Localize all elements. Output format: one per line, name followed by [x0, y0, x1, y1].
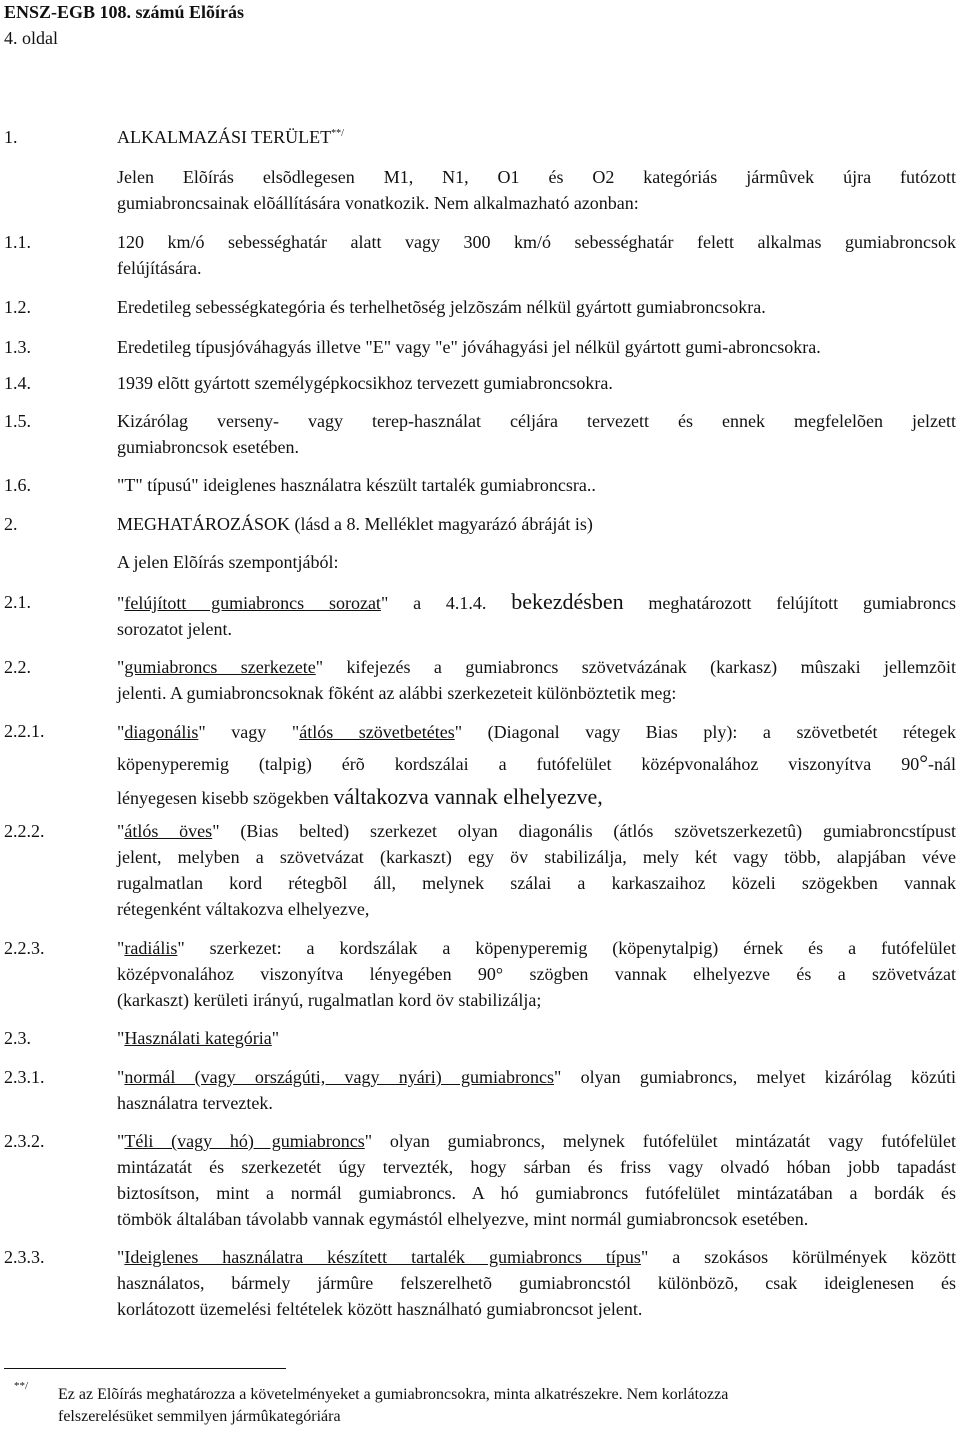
item-number: 2.3.2.	[4, 1131, 45, 1151]
item-number: 1.6.	[4, 475, 31, 495]
defined-term: átlós szövetbetétes	[299, 722, 455, 742]
section-subtitle: A jelen Elõírás szempontjából:	[117, 552, 339, 572]
item-number: 2.3.3.	[4, 1247, 45, 1267]
item-line: rugalmatlan kord rétegbõl áll, melynek szálai a karkaszaihoz közeli szögekben vannak	[117, 873, 956, 893]
section-title: MEGHATÁROZÁSOK (lásd a 8. Melléklet magyarázó ábráját is)	[117, 514, 593, 534]
item-line: sorozatot jelent.	[117, 619, 232, 639]
item-line: gumiabroncsok esetében.	[117, 437, 299, 457]
footnote-line: Ez az Elõírás meghatározza a követelményeket a gumiabroncsokra, minta alkatrészekre. Nem korlátozza	[58, 1386, 729, 1403]
item-line: Eredetileg sebességkategória és terhelhetõség jelzõszám nélkül gyártott gumiabroncsokra.	[117, 297, 766, 317]
footnote-mark: **/	[14, 1380, 29, 1392]
item-line: tömbök általában távolabb vannak egymástól elhelyezve, mint normál gumiabroncsok esetében.	[117, 1209, 809, 1229]
footnote-divider	[4, 1368, 286, 1369]
footnote-text	[58, 1384, 953, 1428]
item-number: 1.1.	[4, 232, 31, 252]
item-line: korlátozott üzemelési feltételek között használható gumiabroncsot jelent.	[117, 1299, 643, 1319]
item-line: jelenti. A gumiabroncsoknak fõként az alábbi szerkezeteit különböztetik meg:	[117, 683, 677, 703]
item-line: "Téli (vagy hó) gumiabroncs" olyan gumiabroncs, melynek futófelület mintázatát vagy futófelület	[117, 1131, 956, 1151]
item-line: "diagonális" vagy "átlós szövetbetétes" (Diagonal vagy Bias ply): a szövetbetét rétegek	[117, 722, 956, 742]
item-line: (karkaszt) kerületi irányú, rugalmatlan kord öv stabilizálja;	[117, 990, 542, 1010]
defined-term: Ideiglenes használatra készített tartalék gumiabroncs típus	[124, 1247, 641, 1267]
item-number: 2.3.1.	[4, 1067, 45, 1087]
item-line: rétegenként váltakozva elhelyezve,	[117, 899, 370, 919]
item-line: "normál (vagy országúti, vagy nyári) gumiabroncs" olyan gumiabroncs, melyet kizárólag közúti	[117, 1067, 956, 1087]
intro-line: Jelen Elõírás elsõdlegesen M1, N1, O1 és O2 kategóriás jármûvek újra futózott	[117, 167, 956, 187]
page-header	[4, 0, 244, 50]
defined-term: gumiabroncs szerkezete	[124, 657, 316, 677]
defined-term: normál (vagy országúti, vagy nyári) gumiabroncs	[124, 1067, 554, 1087]
defined-term: felújított gumiabroncs sorozat	[124, 593, 381, 613]
section-title: ALKALMAZÁSI TERÜLET	[117, 127, 332, 147]
item-number: 2.1.	[4, 592, 31, 612]
item-line: 120 km/ó sebességhatár alatt vagy 300 km/ó sebességhatár felett alkalmas gumiabroncsok	[117, 232, 956, 252]
item-line: biztosítson, mint a normál gumiabroncs. A hó gumiabroncs futófelület mintázatában a bordák és	[117, 1183, 956, 1203]
defined-term: átlós öves	[124, 821, 213, 841]
item-line: 1939 elõtt gyártott személygépkocsikhoz tervezett gumiabroncsokra.	[117, 373, 613, 393]
item-line: "Használati kategória"	[117, 1028, 280, 1048]
item-number: 1.5.	[4, 411, 31, 431]
item-line: köpenyperemig (talpig) érõ kordszálai a futófelület középvonalához viszonyítva 90°-nál	[117, 750, 956, 775]
section-number: 1.	[4, 127, 18, 147]
defined-term: diagonális	[124, 722, 199, 742]
item-number: 2.2.3.	[4, 938, 45, 958]
item-line: "felújított gumiabroncs sorozat" a 4.1.4. bekezdésben meghatározott felújított gumiabroncs	[117, 589, 956, 614]
item-number: 1.3.	[4, 337, 31, 357]
section-number: 2.	[4, 514, 18, 534]
defined-term: Használati kategória	[124, 1028, 272, 1048]
page-number: 4. oldal	[4, 28, 58, 48]
item-line: használatos, bármely jármûre felszerelhetõ gumiabroncstól különbözõ, csak ideiglenesen és	[117, 1273, 956, 1293]
item-line: "gumiabroncs szerkezete" kifejezés a gumiabroncs szövetvázának (karkasz) mûszaki jellemzõit	[117, 657, 956, 677]
item-line: jelent, melyben a szövetvázat (karkaszt) egy öv stabilizálja, mely két vagy több, alapjában véve	[117, 847, 956, 867]
intro-line: gumiabroncsainak elõállítására vonatkozik. Nem alkalmazható azonban:	[117, 193, 639, 213]
item-line: Eredetileg típusjóváhagyás illetve "E" vagy "e" jóváhagyási jel nélkül gyártott gumi-abroncsokra.	[117, 337, 821, 357]
footnote-ref: **/	[331, 128, 344, 139]
footnote-line: felszerelésüket semmilyen jármûkategóriára	[58, 1408, 341, 1425]
item-line: "átlós öves" (Bias belted) szerkezet olyan diagonális (átlós szövetszerkezetû) gumiabroncstípust	[117, 821, 956, 841]
regulation-title: ENSZ-EGB 108. számú Elõírás	[4, 2, 245, 22]
item-line: lényegesen kisebb szögekben váltakozva vannak elhelyezve,	[117, 784, 603, 809]
item-number: 1.4.	[4, 373, 31, 393]
item-line: használatra terveztek.	[117, 1093, 273, 1113]
item-number: 2.2.1.	[4, 721, 45, 741]
item-line: "Ideiglenes használatra készített tartalék gumiabroncs típus" a szokásos körülmények között	[117, 1247, 957, 1267]
defined-term: radiális	[124, 938, 178, 958]
item-line: mintázatát és szerkezetét úgy tervezték, hogy sárban és friss vagy olvadó hóban jobb tapadást	[117, 1157, 956, 1177]
item-line: Kizárólag verseny- vagy terep-használat céljára tervezett és ennek megfelelõen jelzett	[117, 411, 956, 431]
item-line: "radiális" szerkezet: a kordszálak a köpenyperemig (köpenytalpig) érnek és a futófelület	[117, 938, 956, 958]
item-line: felújítására.	[117, 258, 202, 278]
defined-term: Téli (vagy hó) gumiabroncs	[124, 1131, 365, 1151]
item-line: középvonalához viszonyítva lényegében 90° szögben vannak elhelyezve és a szövetvázat	[117, 964, 956, 984]
item-number: 2.2.	[4, 657, 31, 677]
item-number: 1.2.	[4, 297, 31, 317]
item-number: 2.2.2.	[4, 821, 45, 841]
item-number: 2.3.	[4, 1028, 31, 1048]
item-line: "T" típusú" ideiglenes használatra készült tartalék gumiabroncsra..	[117, 475, 596, 495]
